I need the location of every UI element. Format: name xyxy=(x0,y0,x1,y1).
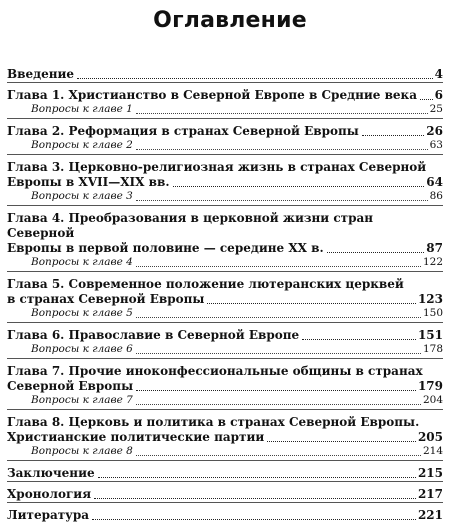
chapter-questions[interactable] xyxy=(7,307,443,320)
page-number: 64 xyxy=(426,175,443,189)
dot-leader xyxy=(92,518,416,520)
dot-leader xyxy=(98,476,416,478)
dot-leader xyxy=(77,77,433,79)
dot-leader xyxy=(267,440,416,442)
page-number: 87 xyxy=(426,241,443,255)
toc-chapter-6[interactable] xyxy=(7,328,443,359)
dot-leader xyxy=(207,302,416,304)
toc-chapter-1[interactable] xyxy=(7,88,443,119)
questions-label: Вопросы к главе 6 xyxy=(31,343,133,355)
chapter-questions[interactable] xyxy=(7,190,443,203)
chapter-questions[interactable] xyxy=(7,103,443,116)
entry-title: Заключение xyxy=(7,466,95,480)
chapter-title-line-2: Северной Европы xyxy=(7,379,134,393)
questions-page: 150 xyxy=(422,307,443,319)
toc-chapter-8[interactable] xyxy=(7,415,443,461)
dot-leader xyxy=(136,389,416,391)
questions-page: 122 xyxy=(422,256,443,268)
questions-label: Вопросы к главе 2 xyxy=(31,139,133,151)
chapter-questions[interactable] xyxy=(7,343,443,356)
dot-leader xyxy=(302,338,416,340)
chapter-questions[interactable] xyxy=(7,139,443,152)
page-number: 221 xyxy=(417,508,443,522)
chapter-title: Глава 1. Христианство в Северной Европе в Средние века xyxy=(7,88,417,102)
table-of-contents xyxy=(7,67,443,528)
page-number: 123 xyxy=(417,292,443,306)
toc-entry-literature[interactable] xyxy=(7,508,443,523)
dot-leader xyxy=(94,497,416,499)
chapter-questions[interactable] xyxy=(7,256,443,269)
chapter-title-line-1: Глава 4. Преобразования в церковной жизни стран Северной xyxy=(7,211,374,240)
chapter-title-line-1: Глава 3. Церковно-религиозная жизнь в странах Северной xyxy=(7,160,427,174)
dot-leader xyxy=(136,403,421,405)
toc-entry-conclusion[interactable] xyxy=(7,466,443,482)
dot-leader xyxy=(136,148,428,150)
toc-entry-chronology[interactable] xyxy=(7,487,443,503)
chapter-questions[interactable] xyxy=(7,394,443,407)
dot-leader xyxy=(136,112,428,114)
chapter-title-line-1: Глава 8. Церковь и политика в странах Северной Европы. xyxy=(7,415,420,429)
toc-chapter-3[interactable] xyxy=(7,160,443,206)
questions-label: Вопросы к главе 8 xyxy=(31,445,133,457)
dot-leader xyxy=(136,265,421,267)
toc-entry-intro[interactable] xyxy=(7,67,443,83)
page-number: 217 xyxy=(417,487,443,501)
chapter-title-line-2: в странах Северной Европы xyxy=(7,292,205,306)
dot-leader xyxy=(136,316,421,318)
chapter-title-line-1: Глава 7. Прочие иноконфессиональные общины в странах xyxy=(7,364,423,378)
questions-page: 204 xyxy=(422,394,443,406)
questions-page: 178 xyxy=(422,343,443,355)
dot-leader xyxy=(136,454,421,456)
questions-label: Вопросы к главе 4 xyxy=(31,256,133,268)
questions-page: 25 xyxy=(429,103,443,115)
page-number: 26 xyxy=(426,124,443,138)
toc-chapter-4[interactable] xyxy=(7,211,443,272)
chapter-title: Глава 2. Реформация в странах Северной Европы xyxy=(7,124,359,138)
chapter-title-line-2: Европы в XVII—XIX вв. xyxy=(7,175,170,189)
chapter-title: Глава 6. Православие в Северной Европе xyxy=(7,328,300,342)
page-number: 205 xyxy=(417,430,443,444)
dot-leader xyxy=(362,134,424,136)
toc-chapter-2[interactable] xyxy=(7,124,443,155)
chapter-title-line-2: Христианские политические партии xyxy=(7,430,265,444)
page-number: 215 xyxy=(417,466,443,480)
page-number: 179 xyxy=(417,379,443,393)
questions-label: Вопросы к главе 3 xyxy=(31,190,133,202)
dot-leader xyxy=(136,199,428,201)
toc-chapter-5[interactable] xyxy=(7,277,443,323)
page-title: Оглавление xyxy=(153,8,307,33)
dot-leader xyxy=(136,352,421,354)
toc-chapter-7[interactable] xyxy=(7,364,443,410)
chapter-title-line-1: Глава 5. Современное положение лютеранских церквей xyxy=(7,277,404,291)
page-number: 6 xyxy=(434,88,443,102)
questions-label: Вопросы к главе 1 xyxy=(31,103,133,115)
entry-title: Введение xyxy=(7,67,75,81)
page-number: 4 xyxy=(434,67,443,81)
questions-page: 63 xyxy=(429,139,443,151)
entry-title: Литература xyxy=(7,508,90,522)
dot-leader xyxy=(327,251,425,253)
questions-page: 86 xyxy=(429,190,443,202)
page-number: 151 xyxy=(417,328,443,342)
dot-leader xyxy=(420,98,433,100)
chapter-questions[interactable] xyxy=(7,445,443,458)
questions-label: Вопросы к главе 5 xyxy=(31,307,133,319)
entry-title: Хронология xyxy=(7,487,92,501)
chapter-title-line-2: Европы в первой половине — середине XX в. xyxy=(7,241,324,255)
dot-leader xyxy=(173,185,425,187)
questions-page: 214 xyxy=(422,445,443,457)
questions-label: Вопросы к главе 7 xyxy=(31,394,133,406)
